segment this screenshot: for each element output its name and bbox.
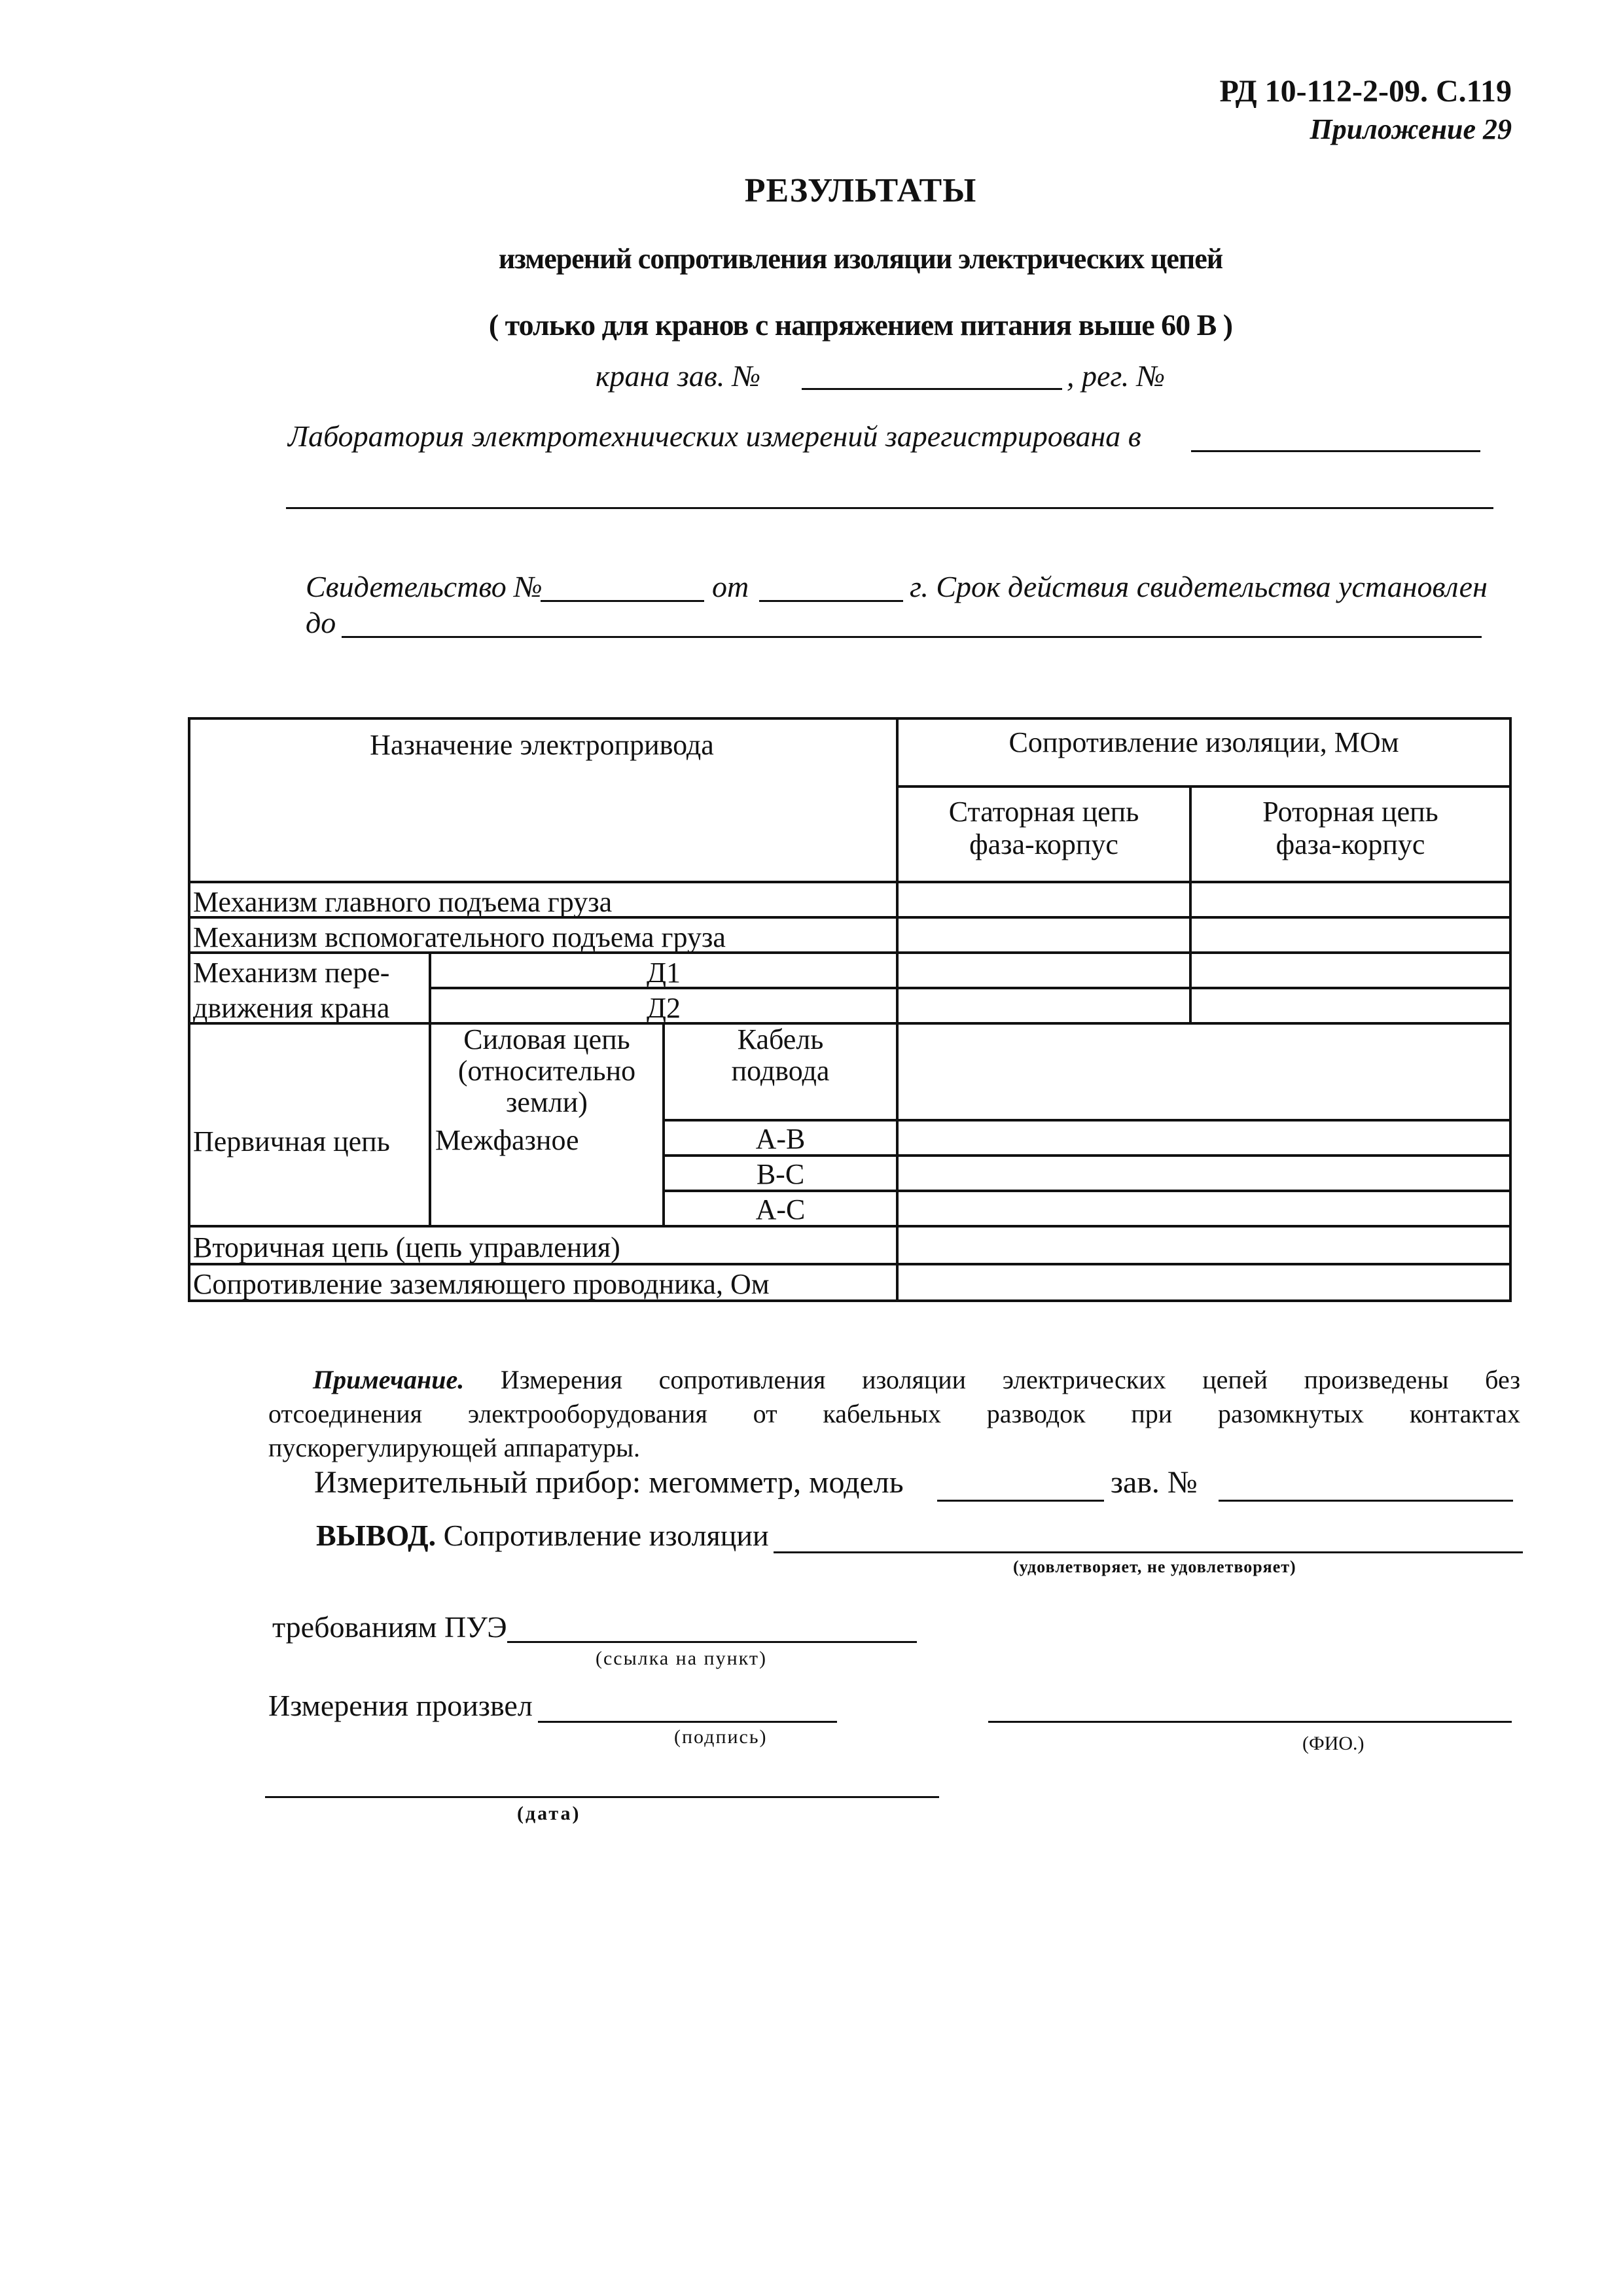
column-header-stator-line-1: Статорная цепь [948,796,1139,828]
table-line [665,1119,1512,1122]
subtitle-line-1: измерений сопротивления изоляции электрических цепей [498,243,1223,275]
row-phase-bc: В-С [756,1158,805,1190]
conclusion-text: Сопротивление изоляции [443,1519,769,1552]
instrument-serial-field[interactable] [1219,1500,1513,1502]
row-phase-ac: А-С [755,1193,806,1226]
certificate-until-label: до [306,606,336,639]
lab-field[interactable] [1191,450,1480,452]
conclusion-line [316,1518,769,1553]
column-header-stator-line-2: фаза-корпус [969,828,1118,860]
pue-label: требованиям ПУЭ [272,1610,507,1644]
certificate-date-field[interactable] [759,600,903,602]
row-primary-circuit: Первичная цепь [193,1125,390,1157]
crane-serial-label: крана зав. № [596,359,761,393]
pue-field[interactable] [507,1641,917,1643]
signature-field[interactable] [538,1721,837,1723]
instrument-serial-label: зав. № [1111,1465,1198,1500]
column-header-rotor-line-1: Роторная цепь [1262,796,1438,828]
cable-line-2: подвода [731,1055,830,1087]
note-line-1 [313,1364,1520,1395]
table-line [188,717,1512,720]
name-field[interactable] [988,1721,1512,1723]
lab-field-line-2[interactable] [286,507,1493,509]
date-hint: (дата) [517,1803,581,1824]
page-title: РЕЗУЛЬТАТЫ [744,172,977,209]
cable-line-1: Кабель [737,1023,824,1055]
certificate-from-label: от [712,570,749,603]
instrument-model-field[interactable] [937,1500,1104,1502]
document-reference: РД 10-112-2-09. С.119 [1219,74,1512,109]
column-header-purpose: Назначение электропривода [370,729,714,761]
name-hint: (ФИО.) [1302,1733,1364,1754]
row-aux-lift: Механизм вспомогательного подъема груза [193,921,726,953]
note-line-2: отсоединения электрооборудования от кабельных разводок при разомкнутых контактах [268,1399,1520,1428]
conclusion-label: ВЫВОД. [316,1519,437,1552]
row-main-lift: Механизм главного подъема груза [193,886,613,918]
instrument-label: Измерительный прибор: мегомметр, модель [314,1465,904,1500]
certificate-number-label: Свидетельство № [306,570,543,603]
appendix-label: Приложение 29 [1310,113,1512,145]
pue-hint: (ссылка на пункт) [596,1648,767,1669]
power-circuit-line-1: Силовая цепь [463,1023,630,1055]
signature-label: Измерения произвел [268,1689,533,1722]
table-line [188,717,190,1302]
note-line-3: пускорегулирующей аппаратуры. [268,1433,640,1462]
row-interphase: Межфазное [435,1124,579,1156]
column-header-resistance: Сопротивление изоляции, МОм [1008,726,1399,758]
row-grounding: Сопротивление заземляющего проводника, Ом [193,1268,770,1300]
certificate-until-field[interactable] [342,636,1482,638]
row-d1: Д1 [646,957,681,989]
table-line [188,881,1512,883]
signature-hint: (подпись) [674,1726,768,1748]
date-field[interactable] [265,1796,939,1798]
power-circuit-line-2: (относительно [457,1055,636,1087]
certificate-number-field[interactable] [541,600,704,602]
note-label: Примечание. [313,1365,465,1394]
table-line [899,785,1512,788]
conclusion-hint: (удовлетворяет, не удовлетворяет) [1013,1557,1296,1576]
lab-label: Лаборатория электротехнических измерений зарегистрирована в [288,419,1141,453]
crane-serial-field[interactable] [802,388,1062,390]
row-travel-line-2: движения крана [193,992,390,1024]
subtitle-line-2: ( только для кранов с напряжением питания выше 60 В ) [488,308,1233,342]
certificate-validity-label: г. Срок действия свидетельства установлен [910,570,1488,603]
crane-reg-label: , рег. № [1067,359,1166,393]
table-line [1509,717,1512,1302]
conclusion-field[interactable] [774,1551,1523,1553]
insulation-table [188,717,1512,1311]
row-secondary-circuit: Вторичная цепь (цепь управления) [193,1231,620,1263]
power-circuit-line-3: земли) [506,1086,588,1118]
note-text-1: Измерения сопротивления изоляции электрических цепей произведены без [500,1365,1521,1394]
row-phase-ab: А-В [755,1123,806,1155]
row-d2: Д2 [646,992,681,1024]
row-travel-line-1: Механизм пере- [193,957,390,989]
column-header-rotor-line-2: фаза-корпус [1275,828,1425,860]
